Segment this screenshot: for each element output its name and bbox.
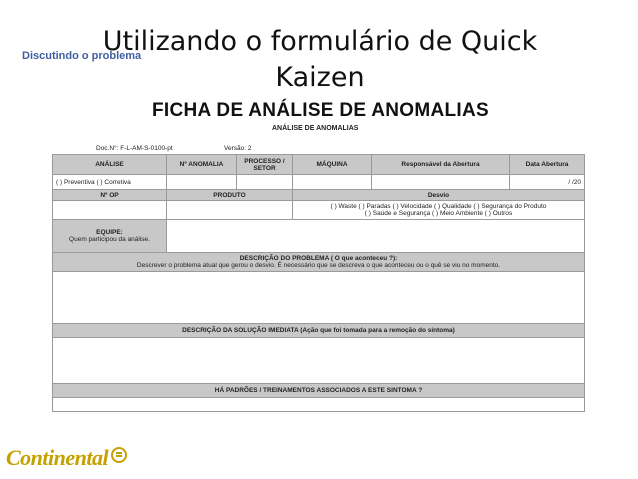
descricao-field[interactable] bbox=[53, 272, 585, 324]
header-desvio: Desvio bbox=[293, 190, 585, 201]
data-field[interactable]: / /20 bbox=[510, 175, 585, 190]
produto-field[interactable] bbox=[167, 201, 293, 220]
header-analise: ANÁLISE bbox=[53, 155, 167, 175]
header-responsavel: Responsável da Abertura bbox=[372, 155, 510, 175]
desvio-line-2: ( ) Saúde e Segurança ( ) Meio Ambiente ( ) Outros bbox=[364, 210, 513, 217]
form-title: FICHA DE ANÁLISE DE ANOMALIAS bbox=[152, 100, 489, 121]
equipe-field[interactable] bbox=[167, 220, 585, 253]
descricao-header bbox=[53, 253, 585, 272]
padroes-title: HÁ PADRÕES / TREINAMENTOS ASSOCIADOS A ESTE SINTOMA ? bbox=[53, 384, 585, 398]
desvio-options[interactable] bbox=[293, 201, 585, 220]
solucao-title: DESCRIÇÃO DA SOLUÇÃO IMEDIATA (Ação que foi tomada para a remoção do sintoma) bbox=[53, 324, 585, 338]
processo-field[interactable] bbox=[237, 175, 293, 190]
solucao-field[interactable] bbox=[53, 338, 585, 384]
header-data: Data Abertura bbox=[510, 155, 585, 175]
anomaly-form bbox=[52, 98, 584, 411]
header-n-op: Nº OP bbox=[53, 190, 167, 201]
header-processo: PROCESSO / SETOR bbox=[237, 155, 293, 175]
descricao-title: DESCRIÇÃO DO PROBLEMA ( O que aconteceu ?): bbox=[239, 255, 398, 262]
descricao-desc: Descrever o problema atual que gerou o desvio. É necessário que se descreva o que aconteceu ou o quê se viu no momento. bbox=[136, 262, 501, 269]
equipe-label-cell bbox=[53, 220, 167, 253]
form-grid bbox=[52, 154, 585, 412]
slide-title: Utilizando o formulário de Quick Kaizen bbox=[102, 26, 538, 93]
padroes-field[interactable] bbox=[53, 398, 585, 412]
header-maquina: MÁQUINA bbox=[293, 155, 372, 175]
equipe-label: EQUIPE: bbox=[96, 229, 123, 236]
doc-version: Versão: 2 bbox=[224, 145, 252, 152]
continental-logo bbox=[6, 445, 127, 471]
desvio-line-1: ( ) Waste ( ) Paradas ( ) Velocidade ( ) Qualidade ( ) Segurança do Produto bbox=[330, 203, 547, 210]
header-produto: PRODUTO bbox=[167, 190, 293, 201]
doc-number: Doc.N°: F-L-AM-S-0100-pt bbox=[96, 145, 173, 152]
logo-text: Continental bbox=[6, 445, 109, 470]
slide-subtitle: Discutindo o problema bbox=[22, 50, 142, 62]
horse-icon bbox=[111, 447, 127, 463]
responsavel-field[interactable] bbox=[372, 175, 510, 190]
equipe-desc: Quem participou da análise. bbox=[69, 236, 150, 243]
form-subtitle: ANÁLISE DE ANOMALIAS bbox=[272, 125, 359, 132]
analise-options[interactable]: ( ) Preventiva ( ) Corretiva bbox=[53, 175, 167, 190]
n-op-field[interactable] bbox=[53, 201, 167, 220]
header-n-anomalia: Nº ANOMALIA bbox=[167, 155, 237, 175]
maquina-field[interactable] bbox=[293, 175, 372, 190]
n-anomalia-field[interactable] bbox=[167, 175, 237, 190]
